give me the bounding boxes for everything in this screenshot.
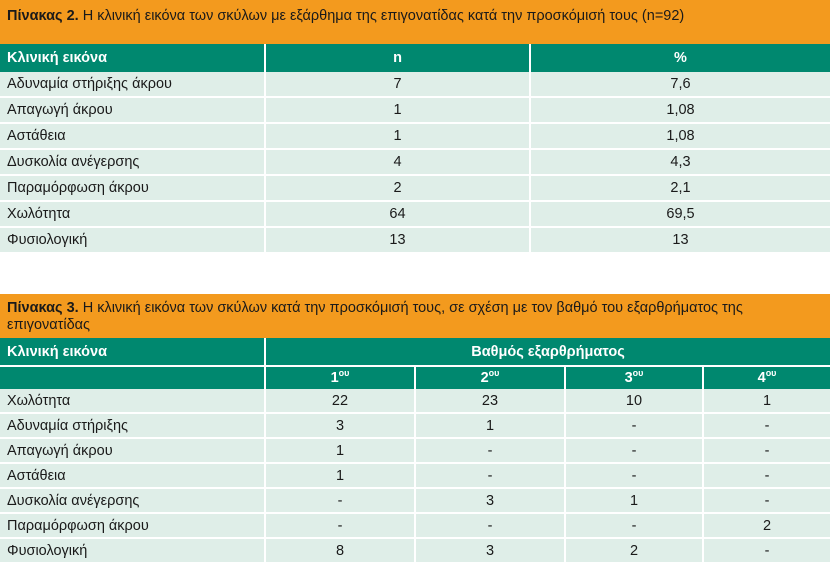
value-cell: 7 (265, 72, 530, 97)
table-2-label: Πίνακας 2. (7, 8, 79, 24)
value-cell: 7,6 (530, 72, 830, 97)
value-cell: 1 (265, 97, 530, 123)
row-label-cell: Παραμόρφωση άκρου (0, 513, 265, 538)
table-2 (0, 44, 830, 254)
value-cell: 1,08 (530, 97, 830, 123)
table-row (0, 175, 830, 201)
value-cell: - (703, 438, 830, 463)
row-label-cell: Αδυναμία στήριξης (0, 413, 265, 438)
value-cell: 1 (415, 413, 565, 438)
value-cell: 23 (415, 389, 565, 413)
table-row (0, 513, 830, 538)
table-row (0, 227, 830, 253)
value-cell: - (703, 463, 830, 488)
grade-ordinal-suffix: ου (338, 368, 350, 379)
row-label-cell: Απαγωγή άκρου (0, 438, 265, 463)
row-label-cell: Αστάθεια (0, 463, 265, 488)
column-header-n: n (265, 44, 530, 72)
row-label-cell: Χωλότητα (0, 389, 265, 413)
grade-header-2 (415, 366, 565, 389)
table-row (0, 201, 830, 227)
table-row (0, 149, 830, 175)
value-cell: 3 (265, 413, 415, 438)
value-cell: 3 (415, 538, 565, 563)
value-cell: - (565, 463, 703, 488)
value-cell: - (703, 488, 830, 513)
grade-ordinal-suffix: ου (765, 368, 777, 379)
value-cell: 22 (265, 389, 415, 413)
value-cell: 2,1 (530, 175, 830, 201)
value-cell: 4,3 (530, 149, 830, 175)
value-cell: - (703, 413, 830, 438)
value-cell: 64 (265, 201, 530, 227)
table-row (0, 413, 830, 438)
value-cell: 3 (415, 488, 565, 513)
value-cell: 10 (565, 389, 703, 413)
table-row (0, 72, 830, 97)
grade-ordinal-suffix: ου (488, 368, 500, 379)
grade-number: 3 (624, 370, 633, 386)
table-3-label: Πίνακας 3. (7, 300, 79, 316)
table-3-grade-row (0, 366, 830, 389)
value-cell: 1 (265, 438, 415, 463)
value-cell: - (565, 438, 703, 463)
grade-number: 2 (480, 370, 489, 386)
value-cell: 69,5 (530, 201, 830, 227)
value-cell: 8 (265, 538, 415, 563)
grade-header-empty (0, 366, 265, 389)
row-label-cell: Δυσκολία ανέγερσης (0, 149, 265, 175)
row-label-cell: Αδυναμία στήριξης άκρου (0, 72, 265, 97)
row-label-cell: Δυσκολία ανέγερσης (0, 488, 265, 513)
value-cell: - (265, 488, 415, 513)
value-cell: 13 (530, 227, 830, 253)
table-row (0, 123, 830, 149)
table-2-header-row (0, 44, 830, 72)
column-header-percent: % (530, 44, 830, 72)
column-header-clinical-picture: Κλινική εικόνα (0, 338, 265, 366)
value-cell: 2 (703, 513, 830, 538)
table-2-caption (0, 0, 830, 44)
grade-number: 1 (330, 370, 339, 386)
value-cell: 13 (265, 227, 530, 253)
table-row (0, 438, 830, 463)
value-cell: - (415, 513, 565, 538)
row-label-cell: Αστάθεια (0, 123, 265, 149)
table-row (0, 389, 830, 413)
value-cell: - (415, 463, 565, 488)
table-row (0, 97, 830, 123)
table-3-caption (0, 294, 830, 338)
value-cell: 1 (565, 488, 703, 513)
row-label-cell: Χωλότητα (0, 201, 265, 227)
grade-header-3 (565, 366, 703, 389)
table-3-caption-text: Η κλινική εικόνα των σκύλων κατά την προσκόμισή τους, σε σχέση με τον βαθμό του εξαρθρήματος της επιγονατίδας (7, 300, 743, 333)
value-cell: - (703, 538, 830, 563)
grade-number: 4 (757, 370, 766, 386)
table-3 (0, 338, 830, 564)
row-label-cell: Παραμόρφωση άκρου (0, 175, 265, 201)
row-label-cell: Φυσιολογική (0, 227, 265, 253)
row-label-cell: Απαγωγή άκρου (0, 97, 265, 123)
value-cell: 1,08 (530, 123, 830, 149)
table-2-caption-text: Η κλινική εικόνα των σκύλων με εξάρθημα της επιγονατίδας κατά την προσκόμισή τους (n=92) (78, 8, 685, 24)
value-cell: - (565, 413, 703, 438)
value-cell: - (415, 438, 565, 463)
table-row (0, 538, 830, 563)
value-cell: 4 (265, 149, 530, 175)
value-cell: 2 (565, 538, 703, 563)
table-row (0, 488, 830, 513)
grade-header-1 (265, 366, 415, 389)
value-cell: - (265, 513, 415, 538)
column-header-clinical-picture: Κλινική εικόνα (0, 44, 265, 72)
value-cell: 1 (703, 389, 830, 413)
value-cell: - (565, 513, 703, 538)
grade-ordinal-suffix: ου (632, 368, 644, 379)
value-cell: 1 (265, 463, 415, 488)
table-3-header-row (0, 338, 830, 366)
row-label-cell: Φυσιολογική (0, 538, 265, 563)
value-cell: 1 (265, 123, 530, 149)
value-cell: 2 (265, 175, 530, 201)
table-row (0, 463, 830, 488)
grade-header-4 (703, 366, 830, 389)
column-header-grade-group: Βαθμός εξαρθρήματος (265, 338, 830, 366)
